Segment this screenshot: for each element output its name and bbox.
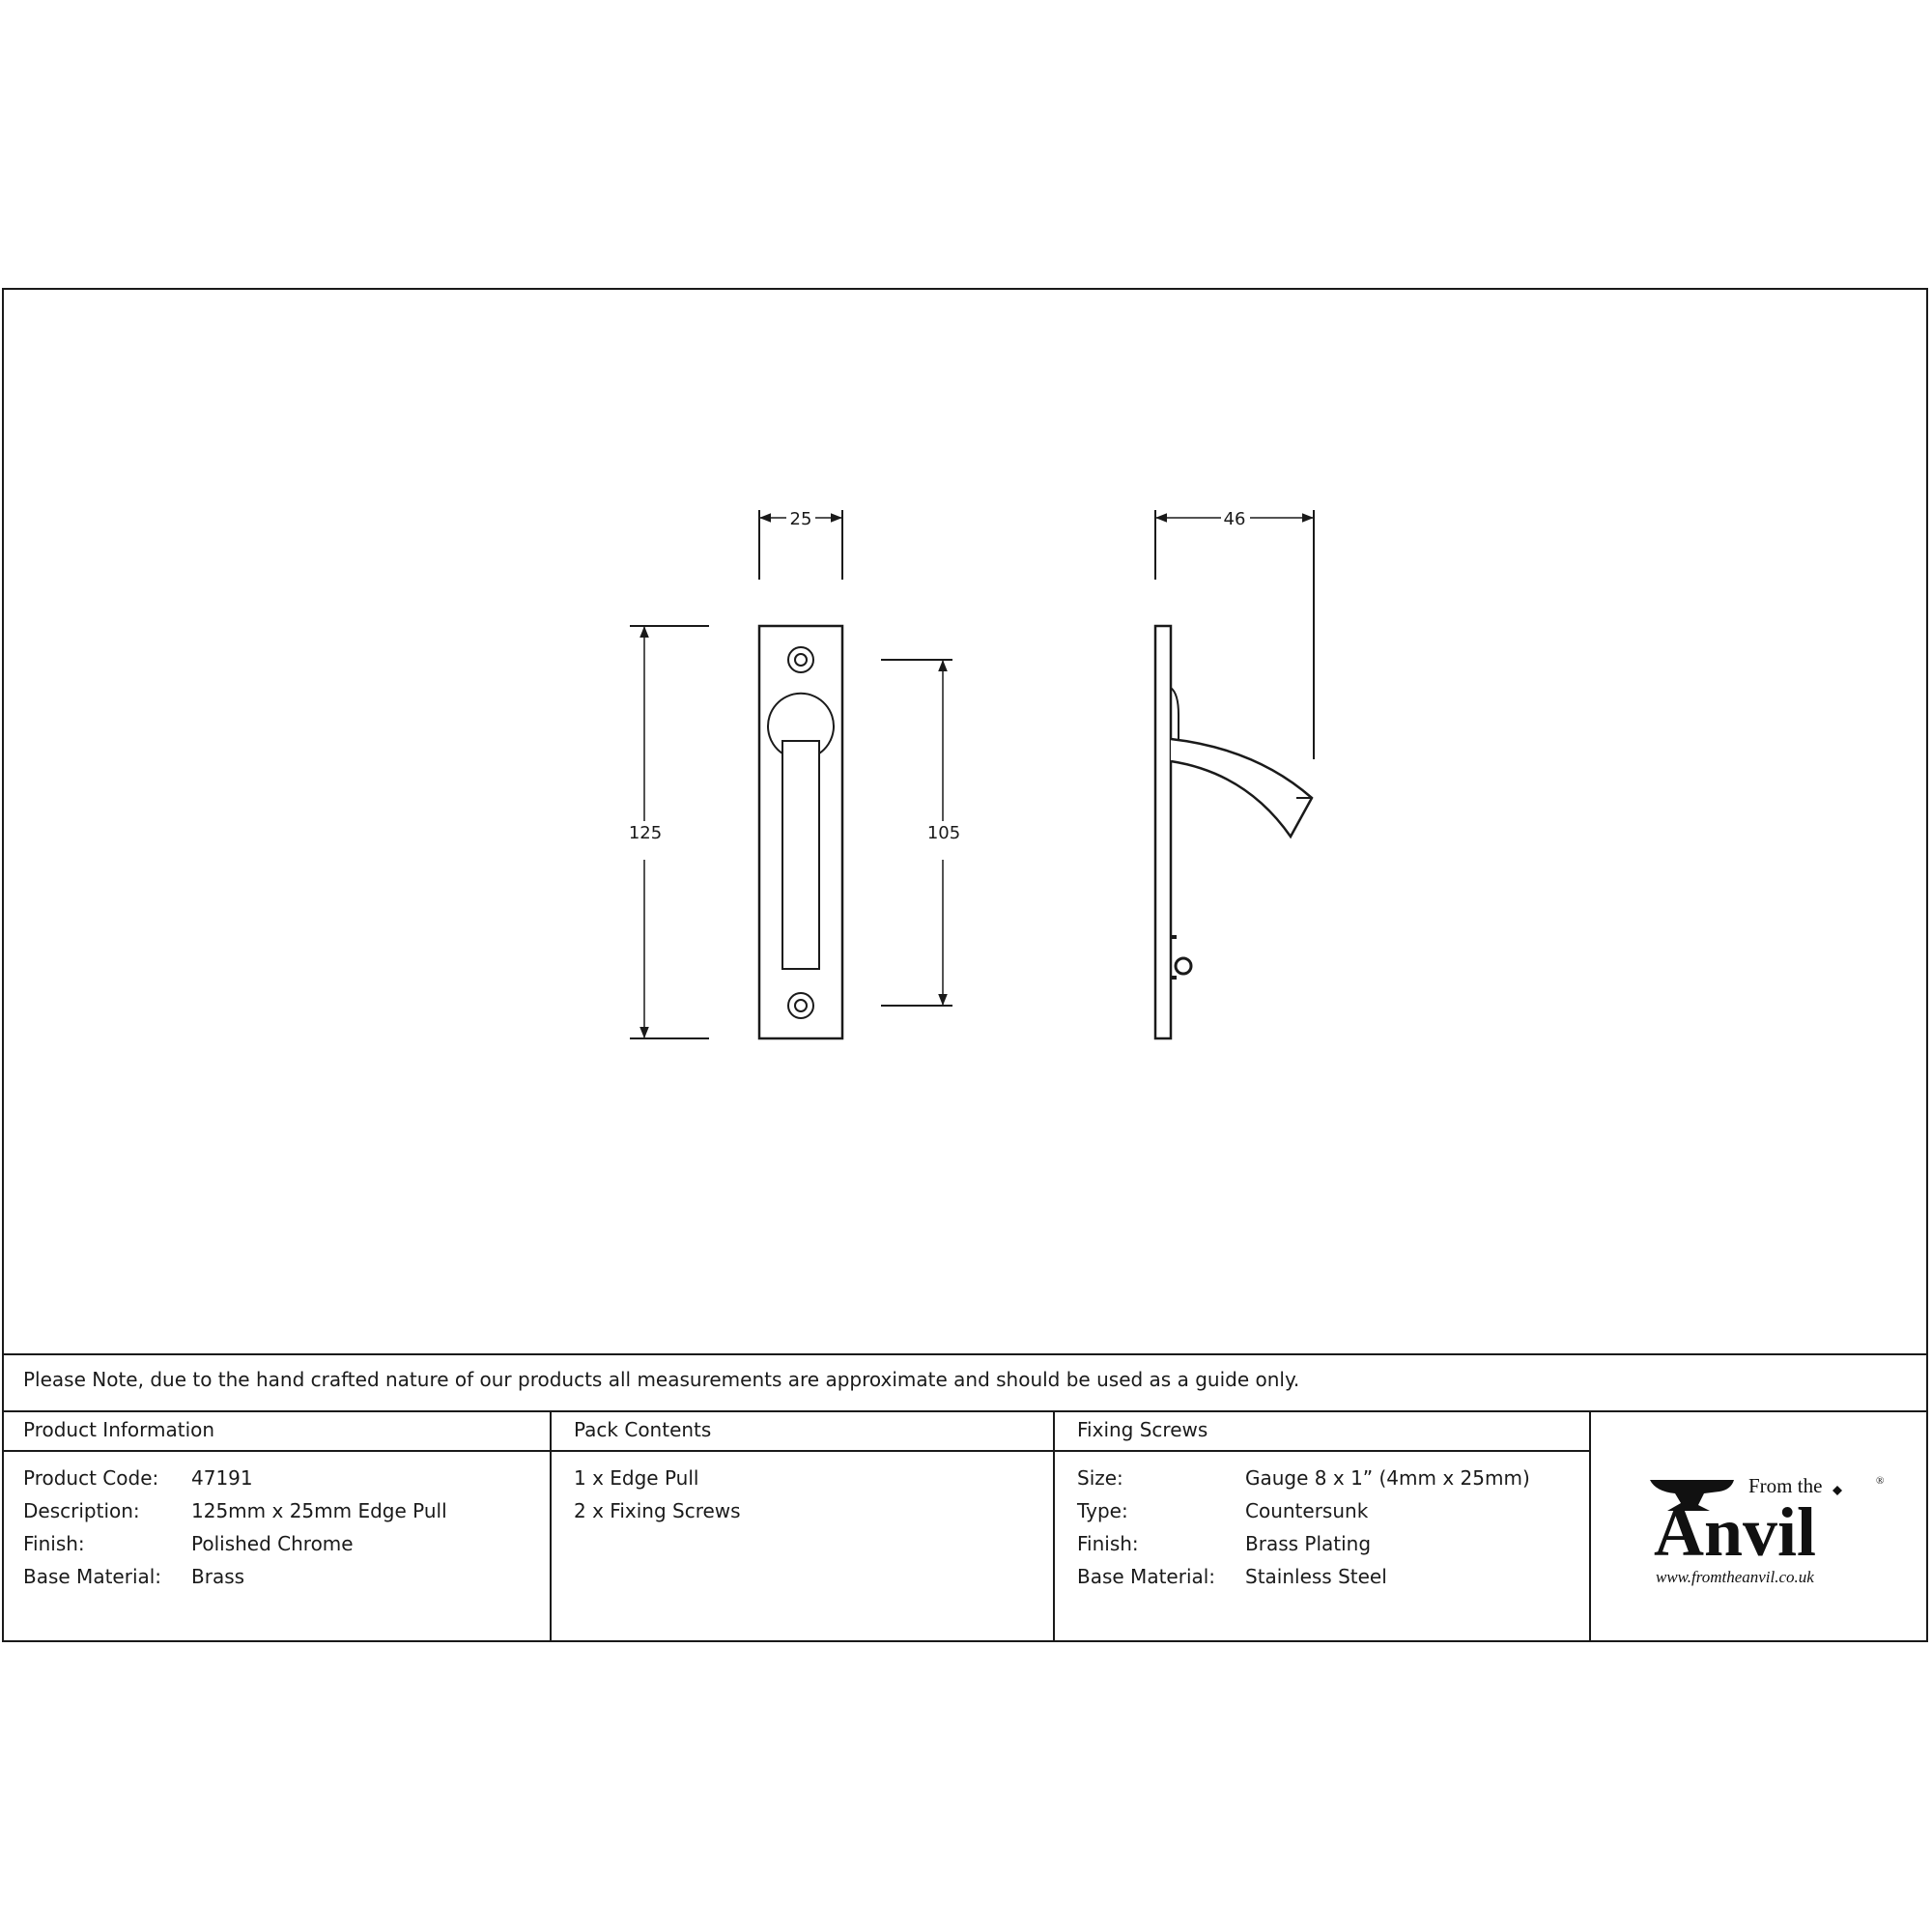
pack-item: 2 x Fixing Screws [574, 1499, 741, 1522]
base-material-label: Base Material: [23, 1565, 162, 1588]
front-handle [782, 741, 819, 969]
table-header-border [2, 1410, 1928, 1412]
col-divider-2 [1053, 1410, 1055, 1642]
bottom-screw-inner [795, 1000, 807, 1011]
logo-from-the: From the [1748, 1474, 1823, 1497]
base-material-value: Brass [191, 1565, 245, 1588]
screw-size-label: Size: [1077, 1466, 1123, 1490]
screw-size-value: Gauge 8 x 1” (4mm x 25mm) [1245, 1466, 1530, 1490]
dim-handle-length: 105 [926, 823, 961, 843]
product-code-value: 47191 [191, 1466, 253, 1490]
col-divider-1 [550, 1410, 552, 1642]
screw-finish-value: Brass Plating [1245, 1532, 1372, 1555]
description-label: Description: [23, 1499, 140, 1522]
side-plate [1155, 626, 1171, 1038]
product-info-header: Product Information [23, 1418, 215, 1441]
dim-overall-height: 125 [628, 823, 663, 843]
table-subheader-border [2, 1450, 1590, 1452]
side-pull-arm [1171, 739, 1312, 837]
pack-contents-header: Pack Contents [574, 1418, 712, 1441]
description-value: 125mm x 25mm Edge Pull [191, 1499, 447, 1522]
screw-material-value: Stainless Steel [1245, 1565, 1387, 1588]
measurement-note: Please Note, due to the hand crafted nature of our products all measurements are approximate and should be used as a guide only. [23, 1368, 1300, 1391]
finish-label: Finish: [23, 1532, 85, 1555]
top-screw-inner [795, 654, 807, 666]
logo-url: www.fromtheanvil.co.uk [1656, 1568, 1814, 1586]
screw-type-label: Type: [1077, 1499, 1128, 1522]
logo-brand: Anvil [1654, 1493, 1817, 1571]
table-top-border [2, 1353, 1928, 1355]
pack-item: 1 x Edge Pull [574, 1466, 699, 1490]
product-code-label: Product Code: [23, 1466, 159, 1490]
screw-type-value: Countersunk [1245, 1499, 1369, 1522]
finish-value: Polished Chrome [191, 1532, 354, 1555]
screw-material-label: Base Material: [1077, 1565, 1216, 1588]
fixing-screws-header: Fixing Screws [1077, 1418, 1208, 1441]
top-screw-outer [788, 647, 813, 672]
bottom-screw-outer [788, 993, 813, 1018]
col-divider-3 [1589, 1410, 1591, 1642]
registered-mark: ® [1876, 1475, 1885, 1487]
diamond-icon [1833, 1486, 1842, 1495]
dim-side-depth: 46 [1223, 509, 1246, 529]
anvil-logo [1642, 1468, 1893, 1594]
side-bottom-pivot [1176, 958, 1191, 974]
dim-front-width: 25 [789, 509, 812, 529]
screw-finish-label: Finish: [1077, 1532, 1139, 1555]
